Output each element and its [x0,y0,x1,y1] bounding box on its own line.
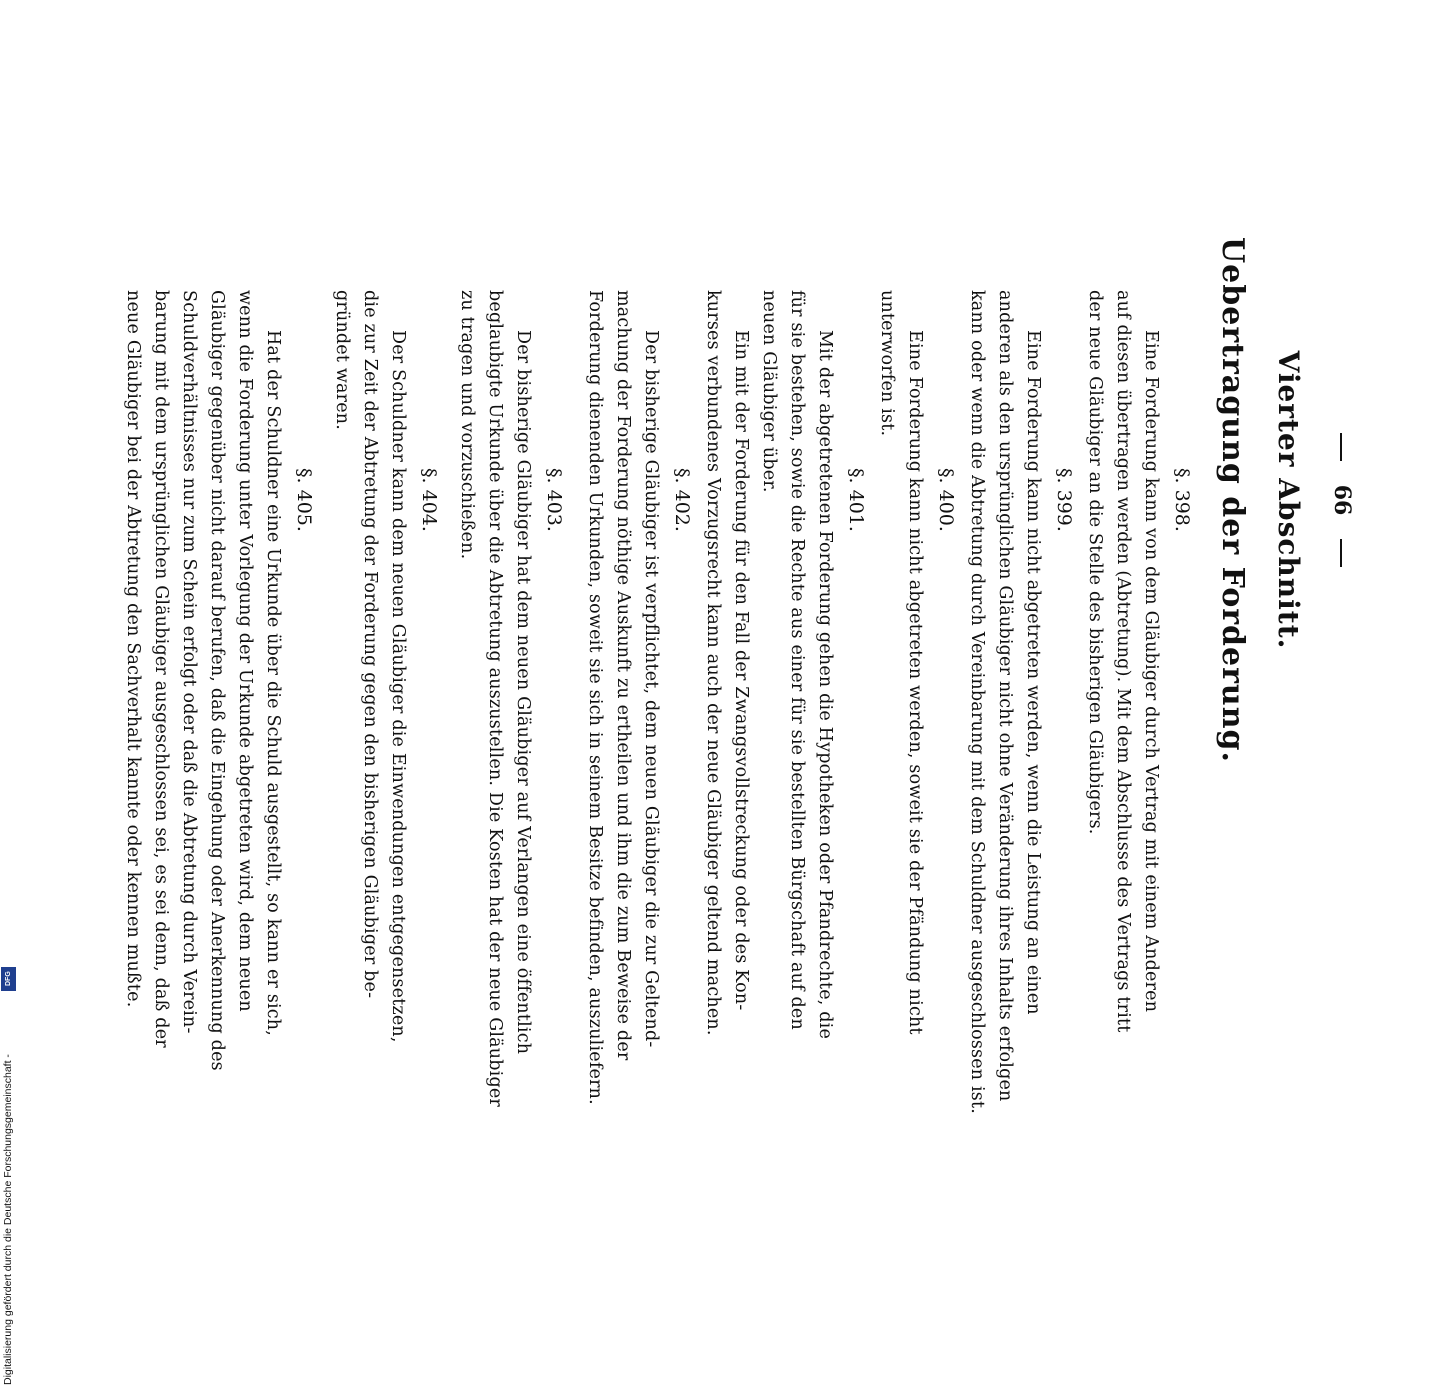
section-paragraph [963,290,1047,1114]
dfg-logo: DFG [1,967,16,991]
section-label: §. 402. [671,468,693,532]
paragraph-line: beglaubigte Urkunde über die Abtretung auszustellen. Die Kosten hat der neue Gläubiger [485,290,505,1107]
paragraph-line: unterworfen ist. [877,290,897,437]
paragraph-line: Der bisherige Gläubiger hat dem neuen Gläubiger auf Verlangen eine öffentlich [513,330,533,1055]
paragraph-line: Eine Forderung kann von dem Gläubiger durch Vertrag mit einem Anderen [1141,330,1161,1013]
chapter-subtitle: Uebertragung der Forderung. [1215,237,1250,763]
section-paragraph [328,290,412,1043]
paragraph-line: Eine Forderung kann nicht abgetreten werden, wenn die Leistung an einen [1023,330,1043,1015]
paragraph-line: neuen Gläubiger über. [759,290,779,493]
section-paragraph [581,290,665,1105]
section-label: §. 403. [543,468,565,532]
page-header [1329,0,1355,1000]
paragraph-line: Gläubiger gegenüber nicht darauf berufen, daß die Eingehung oder Anerkennung des [207,290,227,1071]
paragraph-line: barung mit dem ursprünglichen Gläubiger ausgeschlossen sei, es sei denn, daß der [151,290,171,1048]
paragraph-line: der neue Gläubiger an die Stelle des bisherigen Gläubigers. [1085,290,1105,835]
paragraph-line: neue Gläubiger bei der Abtretung den Sachverhalt kannte oder kennen mußte. [123,290,143,1008]
section-label: §. 404. [418,468,440,532]
paragraph-line: für sie bestehen, sowie die Rechte aus einer für sie bestellten Bürgschaft auf den [787,290,807,1030]
paragraph-line: auf diesen übertragen werden (Abtretung). Mit dem Abschlusse des Vertrags tritt [1113,290,1133,1033]
section-label: §. 401. [845,468,867,532]
paragraph-line: Forderung dienenden Urkunden, soweit sie sich in seinem Besitze befinden, auszuliefern. [585,290,605,1105]
funding-credit: Digitalisierung gefördert durch die Deutsche Forschungsgemeinschaft - [2,1054,14,1385]
section-label: §. 399. [1053,468,1075,532]
paragraph-line: Der Schuldner kann dem neuen Gläubiger die Einwendungen entgegensetzen, [388,330,408,1043]
paragraph-line: anderen als den ursprünglichen Gläubiger nicht ohne Veränderung ihres Inhalts erfolgen [995,290,1015,1102]
section-label: §. 400. [935,468,957,532]
paragraph-line: Ein mit der Forderung für den Fall der Zwangsvollstreckung oder des Kon- [731,330,751,1011]
paragraph-line: die zur Zeit der Abtretung der Forderung gegen den bisherigen Gläubiger be- [360,290,380,999]
paragraph-line: Schuldverhältnisses nur zum Schein erfolgt oder daß die Abtretung durch Verein- [179,290,199,1034]
digitization-footer [0,0,18,1385]
paragraph-line: kurses verbundenes Vorzugsrecht kann auch der neue Gläubiger geltend machen. [703,290,723,1036]
paragraph-line: machung der Forderung nöthige Auskunft zu ertheilen und ihm die zum Beweise der [613,290,633,1061]
paragraph-line: gründet waren. [332,290,352,431]
paragraph-line: Hat der Schuldner eine Urkunde über die Schuld ausgestellt, so kann er sich, [263,330,283,1037]
section-paragraph [453,290,537,1107]
paragraph-line: zu tragen und vorzuschießen. [457,290,477,560]
page-number: 66 [1329,484,1355,516]
header-dash-right [1340,539,1342,567]
paragraph-line: Eine Forderung kann nicht abgetreten werden, soweit sie der Pfändung nicht [905,330,925,1035]
section-label: §. 405. [293,468,315,532]
section-paragraph [119,290,287,1071]
paragraph-line: kann oder wenn die Abtretung durch Vereinbarung mit dem Schuldner ausgeschlossen ist. [967,290,987,1114]
chapter-title: Vierter Abschnitt. [1272,350,1305,650]
header-dash-left [1340,433,1342,461]
paragraph-line: Mit der abgetretenen Forderung gehen die Hypotheken oder Pfandrechte, die [815,330,835,1040]
paragraph-line: Der bisherige Gläubiger ist verpflichtet, dem neuen Gläubiger die zur Geltend- [641,330,661,1048]
section-paragraph [699,290,839,1040]
section-paragraph [1081,290,1165,1033]
section-label: §. 398. [1171,468,1193,532]
paragraph-line: wenn die Forderung unter Vorlegung der Urkunde abgetreten wird, dem neuen [235,290,255,1012]
section-paragraph [873,290,929,1035]
